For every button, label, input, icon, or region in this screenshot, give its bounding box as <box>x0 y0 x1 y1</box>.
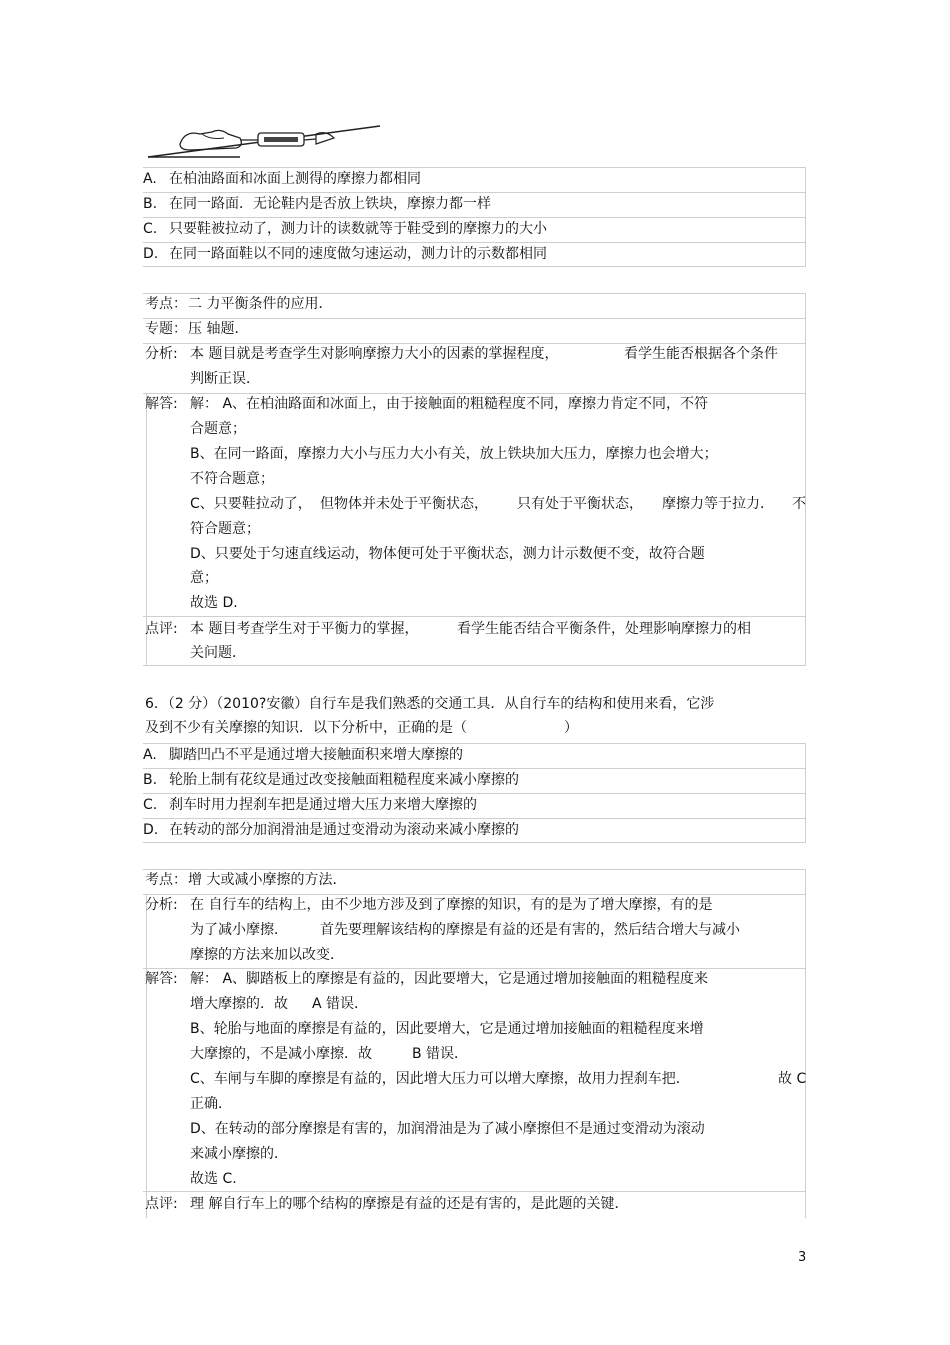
jieda-line: 大摩擦的，不是减小摩擦．故 <box>190 1046 372 1062</box>
option-text: 在同一路面．无论鞋内是否放上铁块，摩擦力都一样 <box>169 196 491 212</box>
q6-stem-line: 及到不少有关摩擦的知识．以下分析中，正确的是（ <box>145 720 467 736</box>
jieda-line: 故选 C. <box>190 1171 237 1187</box>
option-label: B. <box>143 772 158 788</box>
fenxi-line: 首先要理解该结构的摩擦是有益的还是有害的，然后结合增大与减小 <box>320 922 740 938</box>
jieda-line: 不 <box>792 496 806 512</box>
fenxi-label: 分析: <box>145 897 178 913</box>
jieda-line: 故 C <box>778 1071 807 1087</box>
dianping-text: 理 解自行车上的哪个结构的摩擦是有益的还是有害的，是此题的关键． <box>190 1196 629 1212</box>
q6-stem-line: 6．（2 分）（2010?安徽）自行车是我们熟悉的交通工具．从自行车的结构和使用来看，它涉 <box>145 696 715 712</box>
fenxi-line: 判断正误． <box>190 371 260 387</box>
option-text: 在柏油路面和冰面上测得的摩擦力都相同 <box>169 171 421 187</box>
q6-option-a <box>143 743 805 767</box>
option-label: C. <box>143 221 158 237</box>
jieda-line: A 错误． <box>312 996 369 1012</box>
dianping-line: 本 题目考查学生对于平衡力的掌握， <box>190 621 419 637</box>
jieda-line: 合题意； <box>190 421 246 437</box>
q6-option-b <box>143 768 805 792</box>
jieda-line: 解： A、脚踏板上的摩擦是有益的，因此要增大，它是通过增加接触面的粗糙程度来 <box>190 971 709 987</box>
dianping-line: 看学生能否结合平衡条件，处理影响摩擦力的相 <box>457 621 751 637</box>
option-text: 脚踏凹凸不平是通过增大接触面积来增大摩擦的 <box>169 747 463 763</box>
jieda-line: 只有处于平衡状态， <box>517 496 643 512</box>
fenxi-line: 本 题目就是考查学生对影响摩擦力大小的因素的掌握程度， <box>190 346 559 362</box>
jieda-line: B、在同一路面，摩擦力大小与压力大小有关，放上铁块加大压力，摩擦力也会增大； <box>190 446 718 462</box>
q5-option-c <box>143 217 805 241</box>
option-text: 在同一路面鞋以不同的速度做匀速运动，测力计的示数都相同 <box>169 246 547 262</box>
jieda-line: 但物体并未处于平衡状态， <box>320 496 488 512</box>
jieda-line: 来减小摩擦的． <box>190 1146 288 1162</box>
page-number: 3 <box>798 1250 807 1265</box>
option-label: A. <box>143 171 157 187</box>
jieda-line: 增大摩擦的．故 <box>190 996 288 1012</box>
jieda-line: 解： A、在柏油路面和冰面上，由于接触面的粗糙程度不同，摩擦力肯定不同，不符 <box>190 396 709 412</box>
q5-option-b <box>143 192 805 216</box>
kaodian-text: 二 力平衡条件的应用． <box>188 296 333 312</box>
option-label: D. <box>143 246 159 262</box>
q6-option-d <box>143 818 805 843</box>
fenxi-line: 在 自行车的结构上，由不少地方涉及到了摩擦的知识，有的是为了增大摩擦，有的是 <box>190 897 713 913</box>
q5-option-a <box>143 167 805 191</box>
option-label: C. <box>143 797 158 813</box>
option-label: D. <box>143 822 159 838</box>
jieda-line: 符合题意； <box>190 521 260 537</box>
jieda-line: 意； <box>190 570 218 586</box>
dianping-label: 点评: <box>145 1196 178 1212</box>
jieda-label: 解答: <box>145 396 178 412</box>
q6-option-c <box>143 793 805 817</box>
q6-stem-paren: ） <box>564 720 578 736</box>
jieda-line: 不符合题意； <box>190 471 274 487</box>
fenxi-line: 摩擦的方法来加以改变． <box>190 947 344 963</box>
jieda-line: C、车闸与车脚的摩擦是有益的，因此增大压力可以增大摩擦，故用力捏刹车把． <box>190 1071 690 1087</box>
fenxi-label: 分析: <box>145 346 178 362</box>
option-text: 只要鞋被拉动了，测力计的读数就等于鞋受到的摩擦力的大小 <box>169 221 547 237</box>
zhuanti-text: 压 轴题． <box>188 321 249 337</box>
q5-option-d <box>143 242 805 267</box>
option-text: 刹车时用力捏刹车把是通过增大压力来增大摩擦的 <box>169 797 477 813</box>
option-text: 轮胎上制有花纹是通过改变接触面粗糙程度来减小摩擦的 <box>169 772 519 788</box>
jieda-line: 故选 D. <box>190 595 238 611</box>
option-label: B. <box>143 196 158 212</box>
jieda-label: 解答: <box>145 971 178 987</box>
zhuanti-label: 专题： <box>145 321 187 337</box>
jieda-line: 摩擦力等于拉力． <box>662 496 774 512</box>
dianping-line: 关问题． <box>190 645 246 661</box>
option-label: A. <box>143 747 157 763</box>
jieda-line: D、只要处于匀速直线运动，物体便可处于平衡状态，测力计示数便不变，故符合题 <box>190 546 705 562</box>
jieda-line: B、轮胎与地面的摩擦是有益的，因此要增大，它是通过增加接触面的粗糙程度来增 <box>190 1021 704 1037</box>
option-text: 在转动的部分加润滑油是通过变滑动为滚动来减小摩擦的 <box>169 822 519 838</box>
kaodian-text: 增 大或减小摩擦的方法． <box>188 872 347 888</box>
shoe-spring-scale-figure <box>140 120 390 162</box>
jieda-line: C、只要鞋拉动了， <box>190 496 312 512</box>
jieda-line: B 错误． <box>412 1046 469 1062</box>
jieda-line: D、在转动的部分摩擦是有害的，加润滑油是为了减小摩擦但不是通过变滑动为滚动 <box>190 1121 705 1137</box>
kaodian-label: 考点： <box>145 296 187 312</box>
fenxi-line: 看学生能否根据各个条件 <box>624 346 778 362</box>
kaodian-label: 考点： <box>145 872 187 888</box>
jieda-line: 正确． <box>190 1096 232 1112</box>
fenxi-line: 为了减小摩擦． <box>190 922 288 938</box>
dianping-label: 点评: <box>145 621 178 637</box>
